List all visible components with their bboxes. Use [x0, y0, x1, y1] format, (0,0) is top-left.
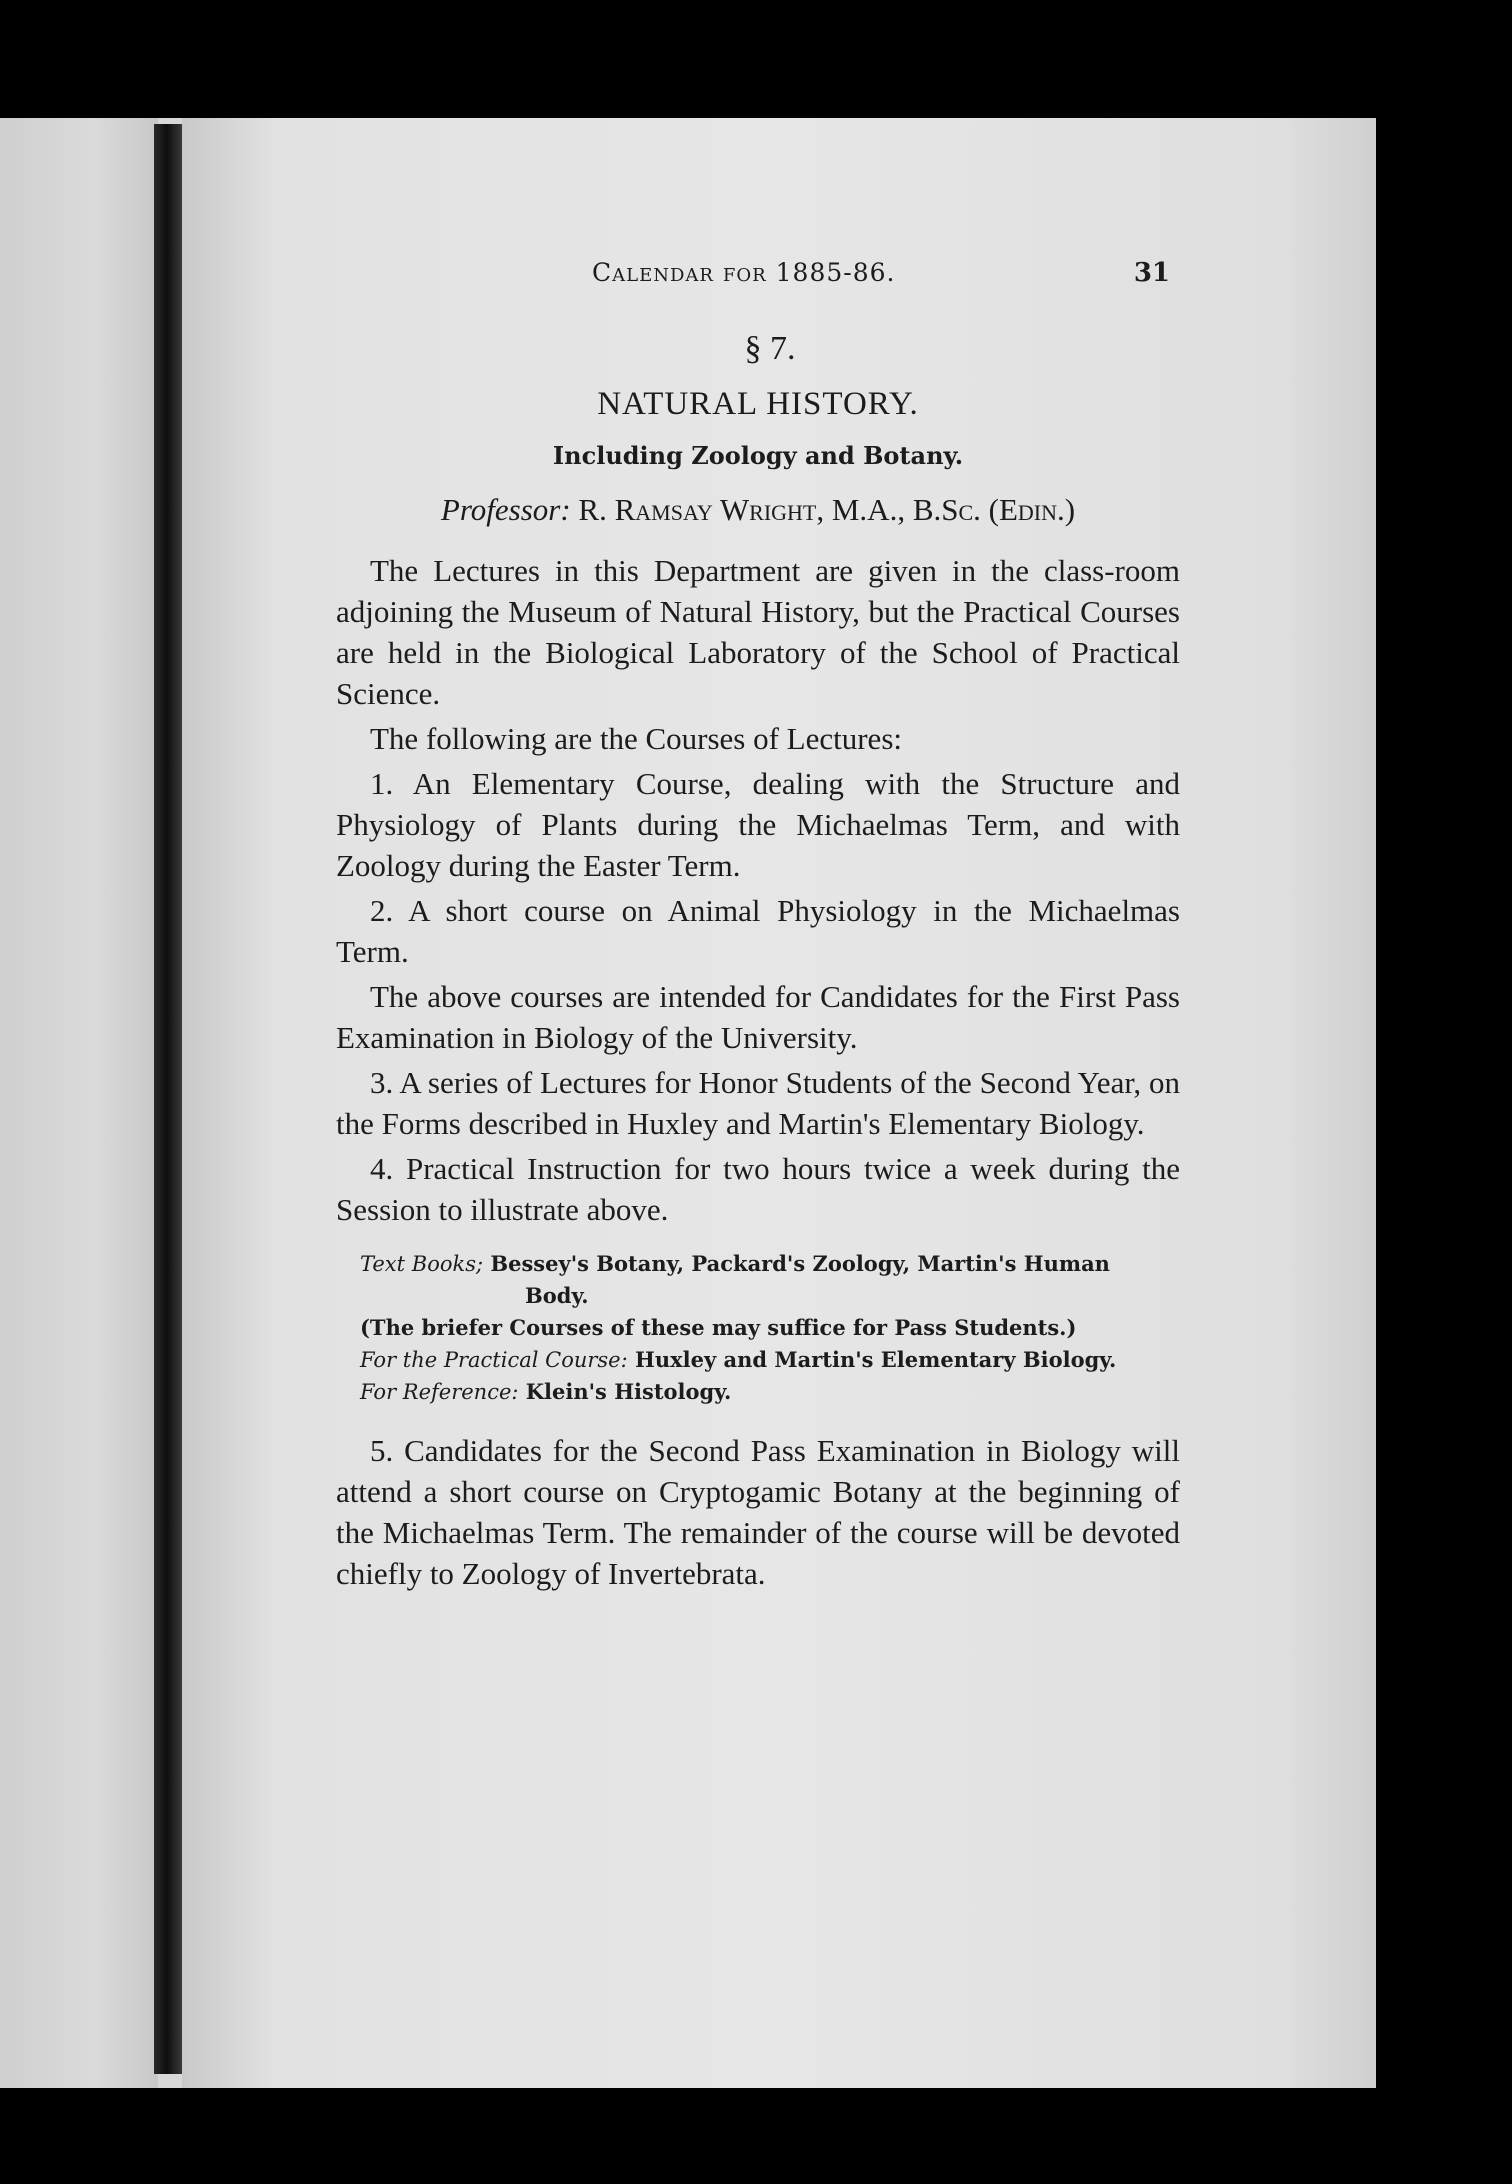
text-books-continued: Body. — [525, 1283, 589, 1308]
running-title: Calendar for 1885-86. — [592, 258, 896, 287]
text-books-line — [360, 1248, 1180, 1280]
section-title: NATURAL HISTORY. — [597, 386, 919, 422]
reference-label: For Reference: — [360, 1380, 519, 1404]
book-list — [336, 1248, 1180, 1408]
section-subtitle: Including Zoology and Botany. — [552, 441, 964, 470]
left-page-edge — [0, 118, 158, 2088]
course-3: 3. A series of Lectures for Honor Students of the Second Year, on the Forms described in Huxley and Martin's Elementary Biology. — [336, 1065, 1180, 1141]
reference-line — [360, 1376, 1180, 1408]
above-note: The above courses are intended for Candidates for the First Pass Examination in Biology of the University. — [336, 979, 1180, 1055]
intro-paragraph: The Lectures in this Department are given in the class-room adjoining the Museum of Natural History, but the Practical Courses are held in the Biological Laboratory of the School of Practical Science. — [336, 553, 1180, 711]
running-head — [336, 258, 1180, 302]
professor-line — [336, 492, 1180, 528]
course-5: 5. Candidates for the Second Pass Examination in Biology will attend a short course on Cryptogamic Botany at the beginning of the Michaelmas Term. The remainder of the course will be devoted chiefly to Zoology of Invertebrata. — [336, 1433, 1180, 1591]
page-number: 31 — [1133, 258, 1170, 288]
book-spine — [154, 124, 182, 2074]
course-1: 1. An Elementary Course, dealing with the Structure and Physiology of Plants during the Michaelmas Term, and with Zoology during the Easter Term. — [336, 766, 1180, 883]
reference-value: Klein's Histology. — [525, 1379, 732, 1404]
text-books-label: Text Books; — [360, 1252, 484, 1276]
briefer-note: (The briefer Courses of these may suffice for Pass Students.) — [360, 1315, 1077, 1340]
courses-lead: The following are the Courses of Lectures: — [370, 721, 902, 756]
practical-label: For the Practical Course: — [360, 1348, 628, 1372]
text-books-value: Bessey's Botany, Packard's Zoology, Martin's Human — [490, 1251, 1110, 1276]
professor-name: R. Ramsay Wright, M.A., B.Sc. (Edin.) — [578, 492, 1076, 527]
section-mark: § 7. — [744, 330, 796, 367]
practical-value: Huxley and Martin's Elementary Biology. — [635, 1347, 1117, 1372]
course-4: 4. Practical Instruction for two hours twice a week during the Session to illustrate above. — [336, 1151, 1180, 1227]
course-2: 2. A short course on Animal Physiology in the Michaelmas Term. — [336, 893, 1180, 969]
professor-label: Professor: — [440, 492, 571, 527]
page-text-block — [336, 258, 1180, 1594]
practical-line — [360, 1344, 1180, 1376]
